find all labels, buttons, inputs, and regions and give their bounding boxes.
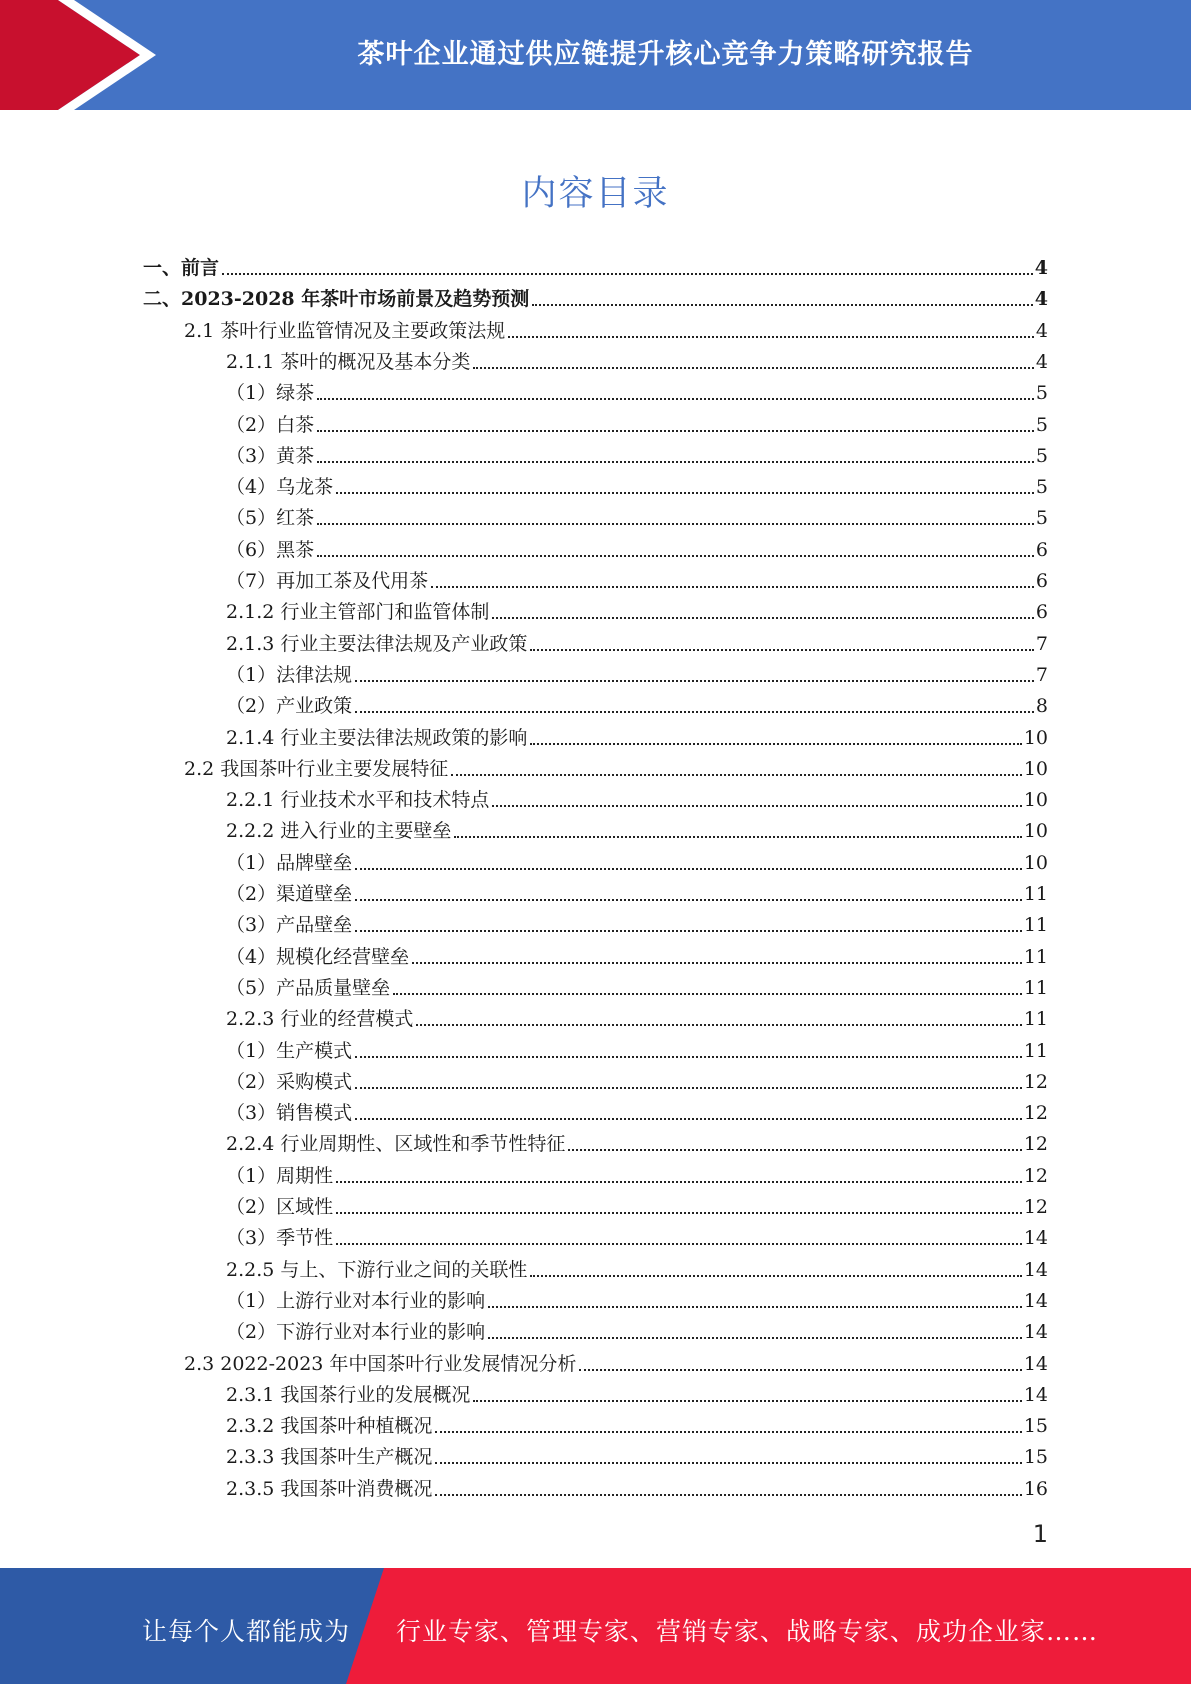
toc-leader-dots bbox=[435, 1462, 1021, 1464]
toc-leader-dots bbox=[317, 430, 1034, 432]
toc-entry-page: 5 bbox=[1035, 507, 1048, 529]
toc-entry-label: 2.2.3 行业的经营模式 bbox=[226, 1008, 414, 1030]
toc-entry[interactable] bbox=[226, 942, 1048, 973]
footer-slogan-left: 让每个人都能成为 bbox=[142, 1617, 351, 1646]
toc-leader-dots bbox=[317, 398, 1034, 400]
toc-leader-dots bbox=[336, 1212, 1022, 1214]
toc-entry-page: 6 bbox=[1035, 570, 1048, 592]
toc-entry[interactable] bbox=[226, 535, 1048, 566]
toc-entry-page: 12 bbox=[1023, 1102, 1048, 1124]
header-arrow-graphic bbox=[0, 0, 160, 110]
toc-entry[interactable] bbox=[226, 1255, 1048, 1286]
toc-entry-page: 7 bbox=[1035, 664, 1048, 686]
toc-entry[interactable] bbox=[226, 597, 1048, 628]
toc-leader-dots bbox=[473, 367, 1034, 369]
toc-entry-label: 2.2.1 行业技术水平和技术特点 bbox=[226, 789, 490, 811]
toc-entry-label: 2.2.2 进入行业的主要壁垒 bbox=[226, 820, 452, 842]
toc-leader-dots bbox=[579, 1369, 1021, 1371]
toc-entry-label: （3）销售模式 bbox=[226, 1102, 353, 1124]
toc-entry-page: 14 bbox=[1023, 1353, 1048, 1375]
toc-entry[interactable] bbox=[226, 723, 1048, 754]
toc-entry-label: （1）绿茶 bbox=[226, 382, 315, 404]
toc-entry-label: （1）法律法规 bbox=[226, 664, 353, 686]
toc-entry-label: 2.2.5 与上、下游行业之间的关联性 bbox=[226, 1259, 528, 1281]
toc-leader-dots bbox=[473, 1400, 1021, 1402]
toc-leader-dots bbox=[355, 1056, 1022, 1058]
toc-entry-page: 10 bbox=[1023, 789, 1048, 811]
toc-entry[interactable] bbox=[226, 441, 1048, 472]
toc-entry[interactable] bbox=[226, 910, 1048, 941]
toc-entry[interactable] bbox=[143, 284, 1048, 315]
toc-entry-label: （5）红茶 bbox=[226, 507, 315, 529]
toc-entry-label: 2.3 2022-2023 年中国茶叶行业发展情况分析 bbox=[184, 1353, 577, 1375]
toc-leader-dots bbox=[530, 649, 1034, 651]
toc-entry-label: 2.1.3 行业主要法律法规及产业政策 bbox=[226, 633, 528, 655]
toc-entry[interactable] bbox=[184, 1349, 1048, 1380]
toc-leader-dots bbox=[355, 711, 1034, 713]
toc-entry-page: 4 bbox=[1035, 351, 1048, 373]
toc-entry-page: 11 bbox=[1023, 1008, 1048, 1030]
toc-entry[interactable] bbox=[226, 1223, 1048, 1254]
toc-entry-page: 5 bbox=[1035, 414, 1048, 436]
toc-leader-dots bbox=[508, 336, 1034, 338]
toc-entry-label: （1）上游行业对本行业的影响 bbox=[226, 1290, 486, 1312]
toc-entry-page: 11 bbox=[1023, 1040, 1048, 1062]
toc-leader-dots bbox=[336, 1181, 1022, 1183]
toc-leader-dots bbox=[435, 1494, 1021, 1496]
toc-entry-page: 15 bbox=[1023, 1446, 1048, 1468]
toc-entry-label: （3）黄茶 bbox=[226, 445, 315, 467]
toc-entry-page: 12 bbox=[1023, 1133, 1048, 1155]
toc-leader-dots bbox=[393, 993, 1022, 995]
toc-leader-dots bbox=[317, 555, 1034, 557]
toc-leader-dots bbox=[355, 868, 1022, 870]
toc-entry-label: 2.3.2 我国茶叶种植概况 bbox=[226, 1415, 433, 1437]
toc-entry[interactable] bbox=[226, 848, 1048, 879]
toc-entry[interactable] bbox=[226, 1098, 1048, 1129]
toc-entry-label: （4）规模化经营壁垒 bbox=[226, 946, 410, 968]
toc-entry-page: 7 bbox=[1035, 633, 1048, 655]
toc-leader-dots bbox=[431, 586, 1034, 588]
toc-entry[interactable] bbox=[226, 1474, 1048, 1505]
toc-entry-label: 2.1.4 行业主要法律法规政策的影响 bbox=[226, 727, 528, 749]
toc-leader-dots bbox=[488, 1337, 1022, 1339]
toc-entry[interactable] bbox=[226, 1380, 1048, 1411]
toc-entry[interactable] bbox=[226, 879, 1048, 910]
page-number: 1 bbox=[1032, 1520, 1048, 1548]
toc-entry[interactable] bbox=[226, 1192, 1048, 1223]
toc-leader-dots bbox=[317, 461, 1034, 463]
toc-entry-label: （1）周期性 bbox=[226, 1165, 334, 1187]
toc-entry-label: 2.2.4 行业周期性、区域性和季节性特征 bbox=[226, 1133, 566, 1155]
toc-entry[interactable] bbox=[226, 629, 1048, 660]
toc-entry-label: （2）采购模式 bbox=[226, 1071, 353, 1093]
toc-leader-dots bbox=[317, 523, 1034, 525]
toc-entry[interactable] bbox=[226, 378, 1048, 409]
toc-leader-dots bbox=[530, 1275, 1021, 1277]
toc-leader-dots bbox=[435, 1431, 1021, 1433]
toc-leader-dots bbox=[336, 1243, 1022, 1245]
toc-leader-dots bbox=[355, 930, 1022, 932]
toc-entry[interactable] bbox=[226, 785, 1048, 816]
toc-leader-dots bbox=[451, 774, 1022, 776]
toc-entry-label: （5）产品质量壁垒 bbox=[226, 977, 391, 999]
toc-entry-page: 16 bbox=[1023, 1478, 1048, 1500]
toc-entry-label: （2）白茶 bbox=[226, 414, 315, 436]
toc-entry-page: 11 bbox=[1023, 883, 1048, 905]
toc-entry-page: 4 bbox=[1034, 257, 1048, 279]
toc-entry-label: （2）区域性 bbox=[226, 1196, 334, 1218]
toc-entry-label: （6）黑茶 bbox=[226, 539, 315, 561]
toc-entry-page: 11 bbox=[1023, 914, 1048, 936]
toc-entry-label: 2.3.3 我国茶叶生产概况 bbox=[226, 1446, 433, 1468]
toc-leader-dots bbox=[492, 805, 1021, 807]
toc-entry[interactable] bbox=[226, 1286, 1048, 1317]
toc-leader-dots bbox=[355, 1087, 1022, 1089]
toc-leader-dots bbox=[488, 1306, 1022, 1308]
toc-leader-dots bbox=[530, 743, 1021, 745]
toc-entry-page: 14 bbox=[1023, 1384, 1048, 1406]
toc-entry-label: 一、前言 bbox=[143, 257, 220, 279]
toc-leader-dots bbox=[532, 304, 1033, 306]
toc-entry-page: 14 bbox=[1023, 1321, 1048, 1343]
toc-entry[interactable] bbox=[226, 1411, 1048, 1442]
toc-entry[interactable] bbox=[184, 316, 1048, 347]
toc-entry[interactable] bbox=[226, 472, 1048, 503]
toc-entry-page: 15 bbox=[1023, 1415, 1048, 1437]
toc-entry-label: （2）产业政策 bbox=[226, 695, 353, 717]
footer-slogan-right: 行业专家、管理专家、营销专家、战略专家、成功企业家…… bbox=[396, 1617, 1099, 1646]
toc-entry[interactable] bbox=[184, 754, 1048, 785]
toc-entry[interactable] bbox=[226, 1442, 1048, 1473]
toc-entry-page: 11 bbox=[1023, 977, 1048, 999]
toc-entry-label: 2.3.1 我国茶行业的发展概况 bbox=[226, 1384, 471, 1406]
toc-entry-label: 2.1 茶叶行业监管情况及主要政策法规 bbox=[184, 320, 506, 342]
toc-entry[interactable] bbox=[226, 816, 1048, 847]
toc-entry-page: 6 bbox=[1035, 601, 1048, 623]
toc-entry-page: 6 bbox=[1035, 539, 1048, 561]
toc-entry[interactable] bbox=[226, 1004, 1048, 1035]
toc-entry-label: （4）乌龙茶 bbox=[226, 476, 334, 498]
toc-entry-label: （3）产品壁垒 bbox=[226, 914, 353, 936]
toc-entry-label: 2.1.1 茶叶的概况及基本分类 bbox=[226, 351, 471, 373]
toc-entry-page: 4 bbox=[1034, 288, 1048, 310]
toc-entry[interactable] bbox=[226, 503, 1048, 534]
toc-entry-page: 11 bbox=[1023, 946, 1048, 968]
toc-entry[interactable] bbox=[226, 660, 1048, 691]
toc-leader-dots bbox=[222, 273, 1033, 275]
toc-leader-dots bbox=[412, 962, 1022, 964]
toc-entry-label: （1）品牌壁垒 bbox=[226, 852, 353, 874]
toc-entry-page: 5 bbox=[1035, 382, 1048, 404]
footer-band bbox=[0, 1568, 1191, 1684]
toc-entry[interactable] bbox=[226, 1067, 1048, 1098]
toc-entry-page: 12 bbox=[1023, 1071, 1048, 1093]
toc-entry-page: 4 bbox=[1035, 320, 1048, 342]
toc-leader-dots bbox=[454, 836, 1021, 838]
toc-entry[interactable] bbox=[226, 566, 1048, 597]
toc-entry-page: 10 bbox=[1023, 820, 1048, 842]
toc-entry-page: 12 bbox=[1023, 1196, 1048, 1218]
toc-leader-dots bbox=[416, 1024, 1021, 1026]
toc-leader-dots bbox=[355, 1118, 1022, 1120]
toc-entry[interactable] bbox=[143, 253, 1048, 284]
toc-title: 内容目录 bbox=[521, 174, 670, 214]
toc-entry-page: 14 bbox=[1023, 1227, 1048, 1249]
toc-entry[interactable] bbox=[226, 691, 1048, 722]
toc-entry[interactable] bbox=[226, 347, 1048, 378]
toc-leader-dots bbox=[568, 1149, 1021, 1151]
toc-entry-page: 10 bbox=[1023, 727, 1048, 749]
toc-entry-label: （7）再加工茶及代用茶 bbox=[226, 570, 429, 592]
toc-entry-label: （1）生产模式 bbox=[226, 1040, 353, 1062]
toc-entry-label: （2）渠道壁垒 bbox=[226, 883, 353, 905]
header-band bbox=[0, 0, 1191, 110]
toc-entry-page: 8 bbox=[1035, 695, 1048, 717]
toc-entry-page: 10 bbox=[1023, 852, 1048, 874]
toc-entry[interactable] bbox=[226, 1129, 1048, 1160]
toc-entry-label: （2）下游行业对本行业的影响 bbox=[226, 1321, 486, 1343]
toc-entry[interactable] bbox=[226, 973, 1048, 1004]
toc-leader-dots bbox=[336, 492, 1034, 494]
toc-entry-page: 14 bbox=[1023, 1259, 1048, 1281]
toc-entry-page: 14 bbox=[1023, 1290, 1048, 1312]
toc-entry-label: 二、2023-2028 年茶叶市场前景及趋势预测 bbox=[143, 288, 530, 310]
toc-entry[interactable] bbox=[226, 1317, 1048, 1348]
toc-entry-label: （3）季节性 bbox=[226, 1227, 334, 1249]
toc-entry-label: 2.2 我国茶叶行业主要发展特征 bbox=[184, 758, 449, 780]
header-title: 茶叶企业通过供应链提升核心竞争力策略研究报告 bbox=[357, 39, 974, 70]
toc-entry-page: 12 bbox=[1023, 1165, 1048, 1187]
toc-entry-label: 2.1.2 行业主管部门和监管体制 bbox=[226, 601, 490, 623]
toc-entry[interactable] bbox=[226, 410, 1048, 441]
toc-entry[interactable] bbox=[226, 1161, 1048, 1192]
toc-leader-dots bbox=[355, 899, 1022, 901]
toc-entry-page: 10 bbox=[1023, 758, 1048, 780]
toc-leader-dots bbox=[492, 617, 1034, 619]
toc-entry-page: 5 bbox=[1035, 445, 1048, 467]
toc-entry[interactable] bbox=[226, 1036, 1048, 1067]
toc-leader-dots bbox=[355, 680, 1034, 682]
toc-entry-page: 5 bbox=[1035, 476, 1048, 498]
toc-entry-label: 2.3.5 我国茶叶消费概况 bbox=[226, 1478, 433, 1500]
